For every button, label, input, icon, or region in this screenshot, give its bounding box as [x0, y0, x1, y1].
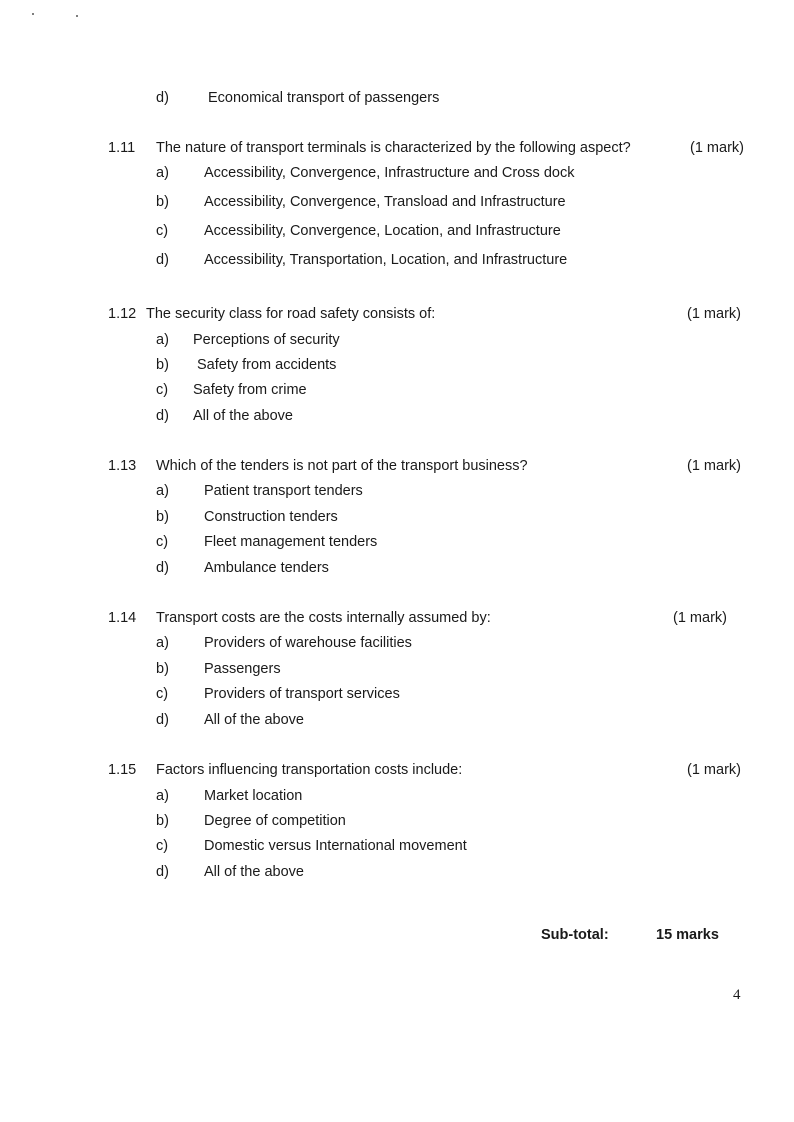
option-text: Accessibility, Convergence, Location, and Infrastructure: [204, 223, 561, 239]
option-letter: d): [156, 712, 169, 728]
option-text: Providers of warehouse facilities: [204, 635, 412, 651]
question-marks: (1 mark): [673, 610, 727, 626]
question-marks: (1 mark): [687, 306, 741, 322]
option-text: Economical transport of passengers: [208, 90, 440, 106]
option-text: Ambulance tenders: [204, 560, 329, 576]
question-text: The security class for road safety consists of:: [146, 306, 436, 322]
option-text: Market location: [204, 788, 303, 804]
question-text: Factors influencing transportation costs include:: [156, 762, 463, 778]
option-text: Providers of transport services: [204, 686, 400, 702]
option-letter: a): [156, 483, 169, 499]
option-text: Perceptions of security: [193, 332, 340, 348]
option-letter: c): [156, 223, 169, 239]
option-text: Patient transport tenders: [204, 483, 363, 499]
option-text: Accessibility, Transportation, Location, and Infrastructure: [204, 252, 568, 268]
question-number: 1.14: [108, 610, 137, 626]
question-text: The nature of transport terminals is characterized by the following aspect?: [156, 140, 631, 156]
question-text: Which of the tenders is not part of the transport business?: [156, 458, 528, 474]
option-letter: d): [156, 864, 169, 880]
question-text: Transport costs are the costs internally assumed by:: [156, 610, 491, 626]
option-text: Degree of competition: [204, 813, 346, 829]
question-marks: (1 mark): [687, 458, 741, 474]
option-text: Safety from accidents: [197, 357, 337, 373]
option-text: All of the above: [193, 408, 293, 424]
option-letter: c): [156, 382, 169, 398]
question-marks: (1 mark): [687, 762, 741, 778]
subtotal-value: 15 marks: [656, 927, 719, 943]
scan-speck: [32, 13, 34, 15]
option-letter: c): [156, 838, 169, 854]
option-letter: c): [156, 686, 169, 702]
option-text: Accessibility, Convergence, Transload and Infrastructure: [204, 194, 566, 210]
scan-speck: [76, 15, 78, 17]
option-letter: d): [156, 252, 169, 268]
question-number: 1.15: [108, 762, 137, 778]
option-letter: c): [156, 534, 169, 550]
page-number: 4: [733, 987, 741, 1003]
option-letter: a): [156, 788, 169, 804]
option-letter: b): [156, 661, 169, 677]
option-letter: b): [156, 357, 169, 373]
option-letter: a): [156, 635, 169, 651]
option-text: Fleet management tenders: [204, 534, 378, 550]
question-marks: (1 mark): [690, 140, 744, 156]
option-text: Construction tenders: [204, 509, 338, 525]
option-text: Passengers: [204, 661, 281, 677]
option-text: Safety from crime: [193, 382, 307, 398]
option-letter: b): [156, 194, 169, 210]
question-number: 1.12: [108, 306, 137, 322]
option-text: All of the above: [204, 712, 304, 728]
option-letter: b): [156, 509, 169, 525]
option-text: All of the above: [204, 864, 304, 880]
option-letter: d): [156, 560, 169, 576]
option-letter: a): [156, 165, 169, 181]
option-letter: d): [156, 408, 169, 424]
option-letter: a): [156, 332, 169, 348]
subtotal-label: Sub-total:: [541, 927, 609, 943]
option-text: Domestic versus International movement: [204, 838, 467, 854]
option-letter: d): [156, 90, 169, 106]
option-letter: b): [156, 813, 169, 829]
question-number: 1.11: [108, 140, 136, 156]
option-text: Accessibility, Convergence, Infrastructure and Cross dock: [204, 165, 575, 181]
question-number: 1.13: [108, 458, 137, 474]
